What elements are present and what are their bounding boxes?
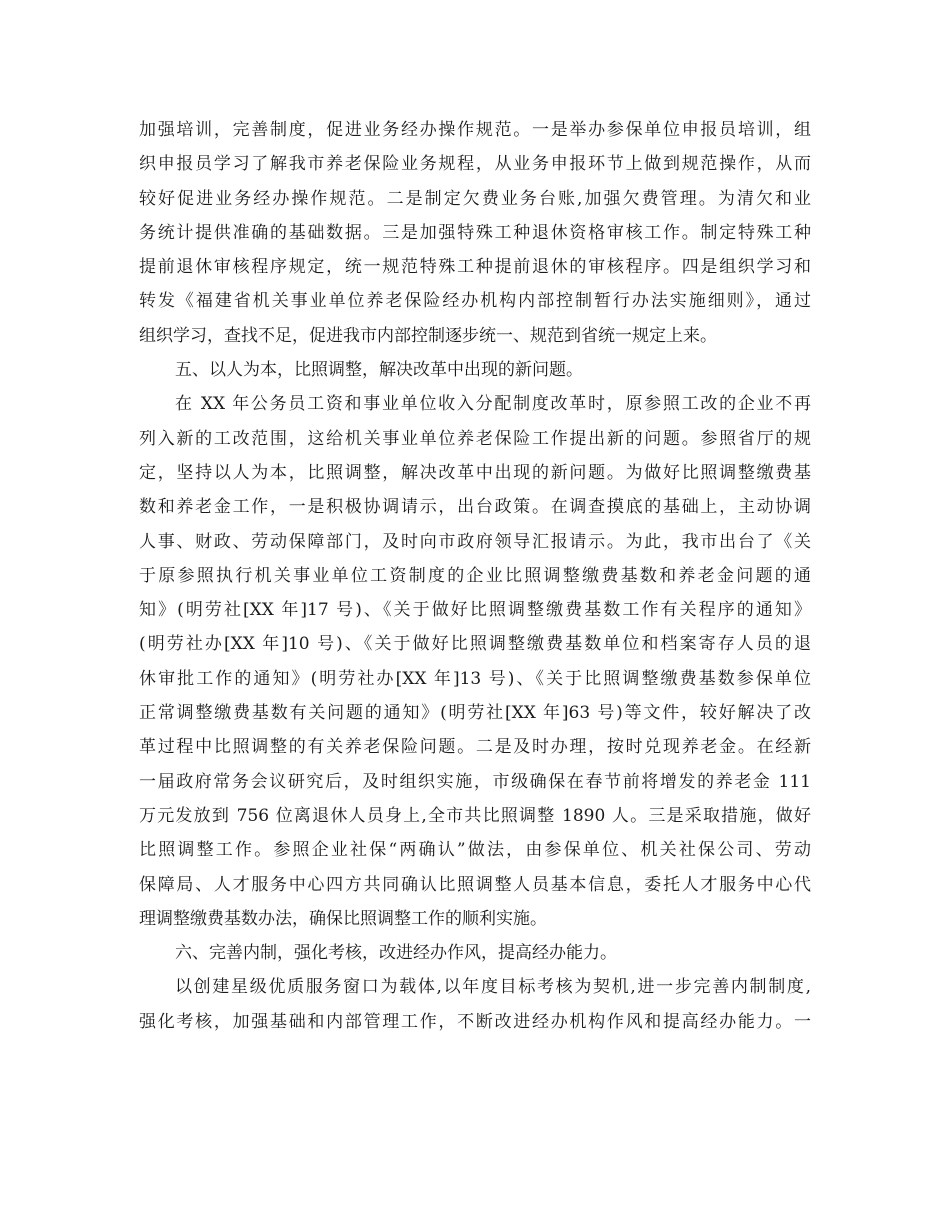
paragraph-line: 革过程中比照调整的有关养老保险问题。二是及时办理，按时兑现养老金。在经新 <box>139 737 811 758</box>
paragraph-line: 提前退休审核程序规定，统一规范特殊工种提前退休的审核程序。四是组织学习和 <box>139 257 811 278</box>
paragraph-line: 织申报员学习了解我市养老保险业务规程，从业务申报环节上做到规范操作，从而 <box>139 154 811 175</box>
paragraph-line: 转发《福建省机关事业单位养老保险经办机构内部控制暂行办法实施细则》，通过 <box>139 291 811 312</box>
paragraph-line: 于原参照执行机关事业单位工资制度的企业比照调整缴费基数和养老金问题的通 <box>139 565 811 586</box>
paragraph-line: 知》(明劳社[XX 年]17 号)、《关于做好比照调整缴费基数工作有关程序的通知》 <box>139 600 811 621</box>
section-heading-5: 五、以人为本，比照调整，解决改革中出现的新问题。 <box>175 360 583 381</box>
paragraph-line: 理调整缴费基数办法，确保比照调整工作的顺利实施。 <box>139 908 547 929</box>
paragraph-line: 数和养老金工作，一是积极协调请示，出台政策。在调查摸底的基础上，主动协调 <box>139 497 811 518</box>
paragraph-line: 万元发放到 756 位离退休人员身上,全市共比照调整 1890 人。三是采取措施，做好 <box>139 805 811 826</box>
paragraph-line: (明劳社办[XX 年]10 号)、《关于做好比照调整缴费基数单位和档案寄存人员的退 <box>139 634 811 655</box>
section-heading-6: 六、完善内制，强化考核，改进经办作风，提高经办能力。 <box>175 943 617 964</box>
paragraph-line: 休审批工作的通知》(明劳社办[XX 年]13 号)、《关于比照调整缴费基数参保单位 <box>139 668 811 689</box>
paragraph-line: 列入新的工改范围，这给机关事业单位养老保险工作提出新的问题。参照省厅的规 <box>139 428 811 449</box>
paragraph-line: 以创建星级优质服务窗口为载体,以年度目标考核为契机,进一步完善内制制度, <box>175 977 811 998</box>
paragraph-line: 正常调整缴费基数有关问题的通知》(明劳社[XX 年]63 号)等文件，较好解决了改 <box>139 703 811 724</box>
paragraph-line: 组织学习，查找不足，促进我市内部控制逐步统一、规范到省统一规定上来。 <box>139 325 717 346</box>
paragraph-line: 较好促进业务经办操作规范。二是制定欠费业务台账,加强欠费管理。为清欠和业 <box>139 188 811 209</box>
paragraph-line: 一届政府常务会议研究后，及时组织实施，市级确保在春节前将增发的养老金 111 <box>139 771 811 792</box>
paragraph-line: 比照调整工作。参照企业社保“两确认”做法，由参保单位、机关社保公司、劳动 <box>139 840 811 861</box>
paragraph-line: 加强培训，完善制度，促进业务经办操作规范。一是举办参保单位申报员培训，组 <box>139 120 811 140</box>
document-body <box>139 113 811 1039</box>
paragraph-line: 定，坚持以人为本，比照调整，解决改革中出现的新问题。为做好比照调整缴费基 <box>139 462 811 483</box>
paragraph-line: 务统计提供准确的基础数据。三是加强特殊工种退休资格审核工作。制定特殊工种 <box>139 222 811 243</box>
paragraph-line: 保障局、人才服务中心四方共同确认比照调整人员基本信息，委托人才服务中心代 <box>139 874 811 895</box>
paragraph-line: 人事、财政、劳动保障部门，及时向市政府领导汇报请示。为此，我市出台了《关 <box>139 531 811 552</box>
paragraph-line: 在 XX 年公务员工资和事业单位收入分配制度改革时，原参照工改的企业不再 <box>175 394 811 415</box>
paragraph-line: 强化考核，加强基础和内部管理工作，不断改进经办机构作风和提高经办能力。一 <box>139 1011 811 1032</box>
